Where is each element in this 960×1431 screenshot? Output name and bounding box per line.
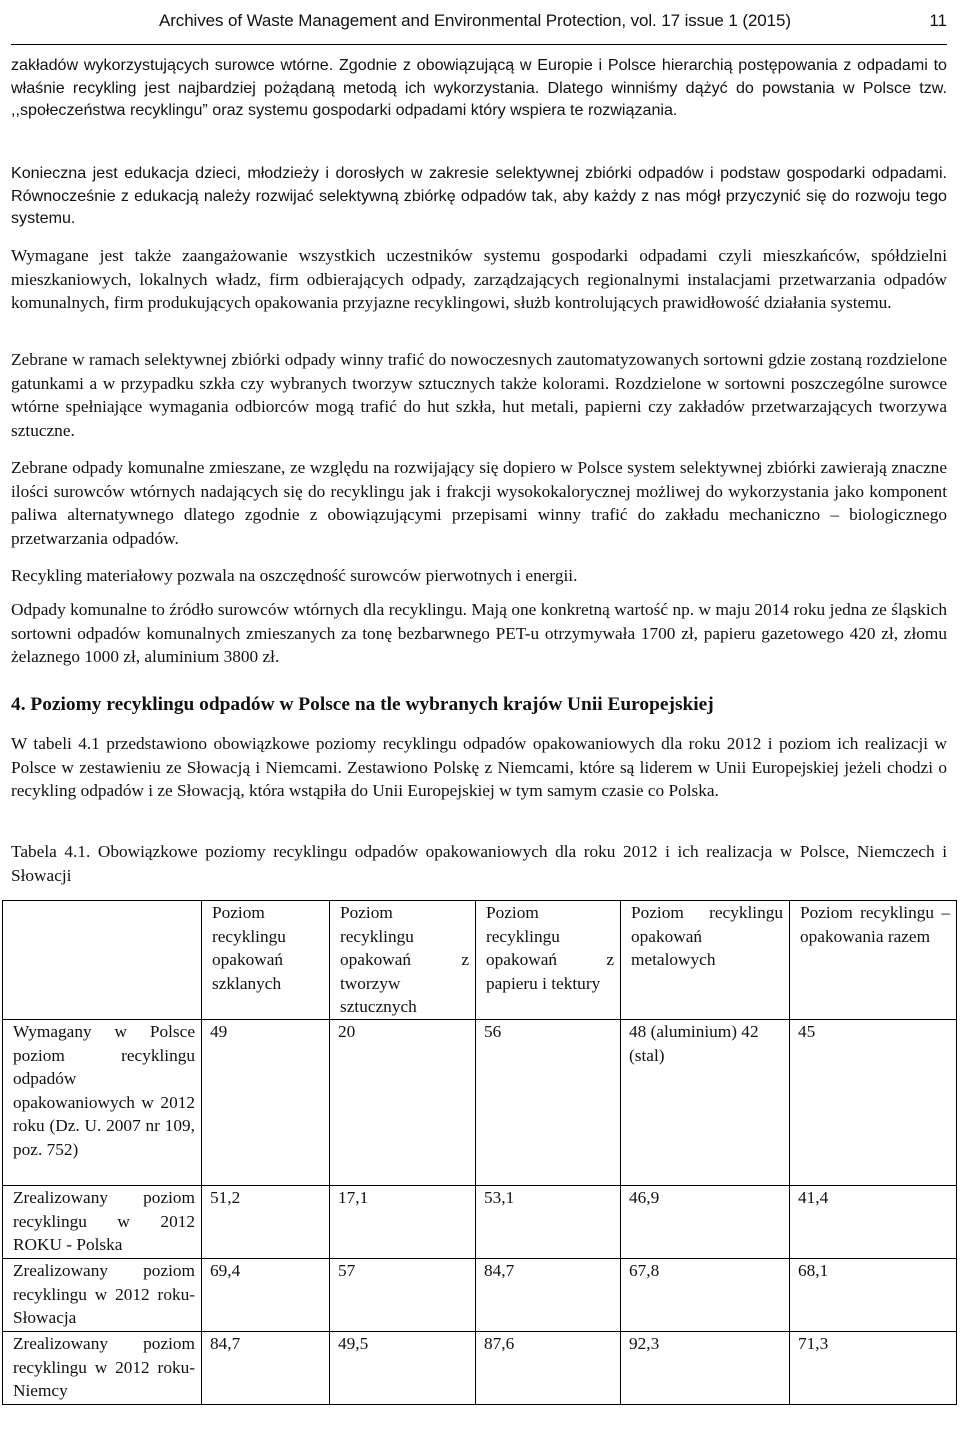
table-row [3,1332,957,1405]
table-header-cell: Poziom recyklingu opakowań szklanych [202,901,330,1020]
table-cell: 92,3 [621,1332,790,1405]
table-cell: 45 [790,1020,957,1186]
row-label: Zrealizowany poziom recyklingu w 2012 roku- Słowacja [3,1259,202,1332]
page [11,0,950,1400]
table-cell: 46,9 [621,1186,790,1259]
table-header-cell: Poziom recyklingu opakowań z papieru i tektury [476,901,621,1020]
page-number: 11 [929,11,947,30]
journal-title: Archives of Waste Management and Environmental Protection, vol. 17 issue 1 (2015) [159,11,791,30]
table-cell: 69,4 [202,1259,330,1332]
running-header [11,0,947,45]
table-cell: 49 [202,1020,330,1186]
table-cell: 51,2 [202,1186,330,1259]
table-cell: 71,3 [790,1332,957,1405]
table-header-cell: Poziom recyklingu – opakowania razem [790,901,957,1020]
table-cell: 57 [330,1259,476,1332]
table-header-row [3,901,957,1020]
paragraph-8: W tabeli 4.1 przedstawiono obowiązkowe poziomy recyklingu odpadów opakowaniowych dla roku 2012 i poziom ich realizacji w Polsce w zestawieniu ze Słowacją i Niemcami. Zestawiono Polskę z Niemcami, które są liderem w Unii Europejskiej jeżeli chodzi o recykling odpadów i ze Słowacją, która wstąpiła do Unii Europejskiej w tym samym czasie co Polska. [11,734,947,800]
paragraph-2: Konieczna jest edukacja dzieci, młodzieży i dorosłych w zakresie selektywnej zbiórki odpadów i podstaw gospodarki odpadami. Równocześnie z edukacją należy rozwijać selektywną zbiórkę odpadów tak, aby każdy z nas mógł przyczynić się do rozwoju tego systemu. [11,164,947,227]
paragraph-5: Zebrane odpady komunalne zmieszane, ze względu na rozwijający się dopiero w Polsce system selektywnej zbiórki zawierają znaczne ilości surowców wtórnych nadających się do recyklingu jak i frakcji wysokokalorycznej możliwej do wykorzystania jako komponent paliwa alternatywnego dlatego zgodnie z obowiązującymi przepisami winny trafić do zakładu mechaniczno – biologicznego przetwarzania odpadów. [11,458,947,548]
table-cell: 20 [330,1020,476,1186]
table-cell: 67,8 [621,1259,790,1332]
table-cell: 17,1 [330,1186,476,1259]
table-cell: 49,5 [330,1332,476,1405]
paragraph-4: Zebrane w ramach selektywnej zbiórki odpady winny trafić do nowoczesnych zautomatyzowanych sortowni gdzie zostaną rozdzielone gatunkami a w przypadku szkła czy wybranych tworzyw sztucznych także kolorami. Rozdzielone w sortowni poszczególne surowce wtórne spełniające wymagania odbiorców mogą trafić do hut szkła, hut metali, papierni czy zakładów przetwarzających tworzywa sztuczne. [11,350,947,440]
row-label: Zrealizowany poziom recyklingu w 2012 roku- Niemcy [3,1332,202,1405]
table-cell: 84,7 [476,1259,621,1332]
table-header-cell [3,901,202,1020]
table-row [3,1020,957,1186]
table-row [3,1186,957,1259]
table-cell: 41,4 [790,1186,957,1259]
table-cell: 48 (aluminium) 42 (stal) [621,1020,790,1186]
row-label: Zrealizowany poziom recyklingu w 2012 ROKU - Polska [3,1186,202,1259]
section-heading: 4. Poziomy recyklingu odpadów w Polsce na tle wybranych krajów Unii Europejskiej [11,694,714,715]
paragraph-7: Odpady komunalne to źródło surowców wtórnych dla recyklingu. Mają one konkretną wartość np. w maju 2014 roku jedna ze śląskich sortowni odpadów komunalnych zmieszanych za tonę bezbarwnego PET-u otrzymywała 1700 zł, papieru gazetowego 420 zł, złomu żelaznego 1000 zł, aluminium 3800 zł. [11,600,947,666]
row-label: Wymagany w Polsce poziom recyklingu odpadów opakowaniowych w 2012 roku (Dz. U. 2007 nr 109, poz. 752) [3,1020,202,1186]
table-cell: 87,6 [476,1332,621,1405]
table-cell: 84,7 [202,1332,330,1405]
table-cell: 68,1 [790,1259,957,1332]
table-cell: 56 [476,1020,621,1186]
paragraph-6: Recykling materiałowy pozwala na oszczędność surowców pierwotnych i energii. [11,566,578,585]
paragraph-3: Wymagane jest także zaangażowanie wszystkich uczestników systemu gospodarki odpadami czyli mieszkańców, spółdzielni mieszkaniowych, lokalnych władz, firm odbierających odpady, zarządzających regionalnymi instalacjami przetwarzania odpadów komunalnych, firm produkujących opakowania przyjazne recyklingowi, służb kontrolujących prawidłowość działania systemu. [11,246,947,312]
table-header-cell: Poziom recyklingu opakowań z tworzyw sztucznych [330,901,476,1020]
table-header-cell: Poziom recyklingu opakowań metalowych [621,901,790,1020]
recycling-table [2,900,957,1405]
table-caption: Tabela 4.1. Obowiązkowe poziomy recyklingu odpadów opakowaniowych dla roku 2012 i ich realizacja w Polsce, Niemczech i Słowacji [11,842,947,885]
paragraph-1: zakładów wykorzystujących surowce wtórne. Zgodnie z obowiązującą w Europie i Polsce hierarchią postępowania z odpadami to właśnie recykling jest najbardziej pożądaną metodą ich wykorzystania. Dlatego winniśmy dążyć do powstania w Polsce tzw. ,,społeczeństwa recyklingu” oraz systemu gospodarki odpadami który wspiera te rozwiązania. [11,56,947,119]
table-cell: 53,1 [476,1186,621,1259]
table-row [3,1259,957,1332]
